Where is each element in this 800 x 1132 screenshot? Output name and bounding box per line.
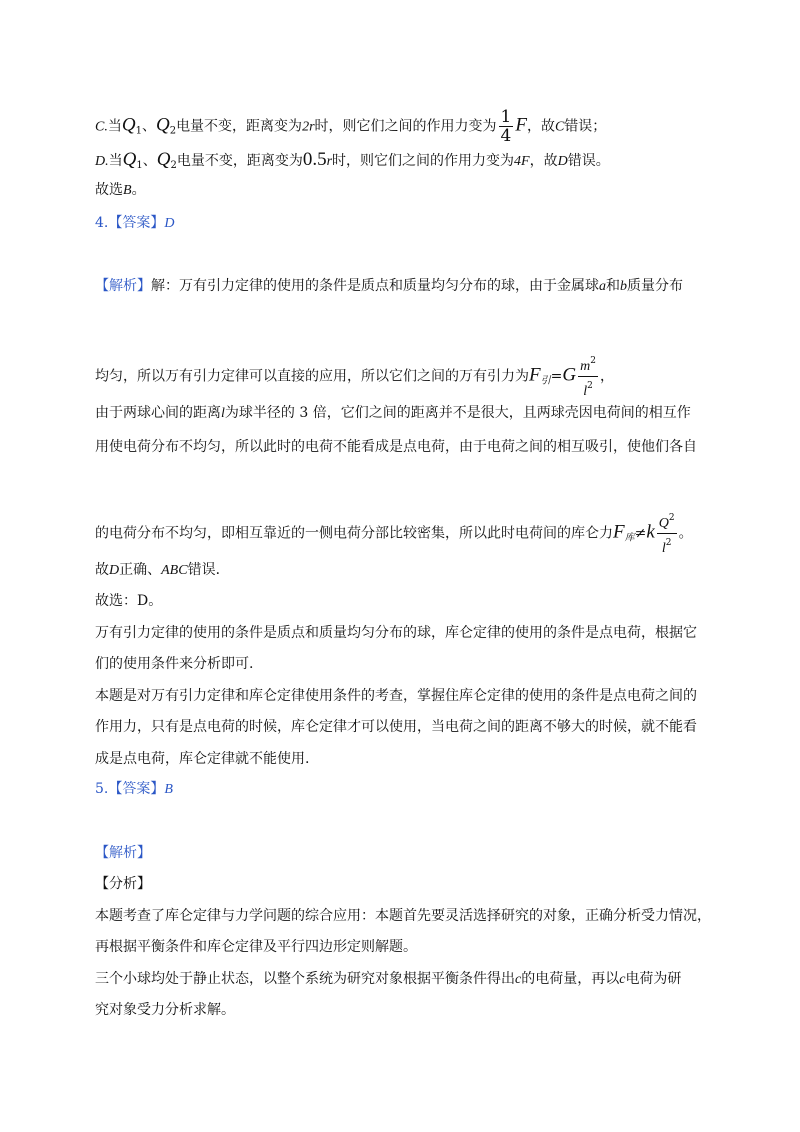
q4-exp-line-2: 均匀，所以万有引力定律可以直接的应用，所以它们之间的万有引力为$F_引=G$ $\frac{m^2}{l^2}$ ， (95, 352, 614, 401)
option-d-line: D.当$Q_1$、$Q_2$电量不变，距离变为0.5r时，则它们之间的作用力变为4F，故D错误。 (95, 149, 610, 171)
option-d-label: D. (95, 154, 109, 169)
q4-exp-line-6: 故D正确、ABC错误． (95, 562, 230, 578)
q5-answer-line: 5.【答案】B (95, 781, 173, 797)
explanation-tag: 【解析】 (95, 278, 151, 294)
fraction-m2-l2: $\frac{m^2}{l^2}$ (578, 352, 598, 401)
q5-exp-line-1: 本题考查了库仑定律与力学问题的综合应用：本题首先要灵活选择研究的对象，正确分析受力情况， (95, 908, 711, 924)
fraction-one-quarter: $\frac{1}{4}$ (500, 107, 512, 146)
q4-exp-line-7: 故选：D。 (95, 593, 163, 609)
q5-exp-line-4: 究对象受力分析求解。 (95, 1002, 235, 1018)
q5-analysis-tag: 【分析】 (95, 876, 151, 892)
q4-exp-line-8: 万有引力定律的使用的条件是质点和质量均匀分布的球，库仑定律的使用的条件是点电荷，根据它 (95, 625, 697, 641)
q5-exp-line-3: 三个小球均处于静止状态，以整个系统为研究对象根据平衡条件得出c的电荷量，再以c电荷为研 (95, 971, 682, 987)
fraction-q2-l2: $\frac{Q^2}{l^2}$ (657, 509, 677, 558)
q4-exp-line-3: 由于两球心间的距离l为球半径的 3 倍，它们之间的距离并不是很大，且两球壳因电荷间的相互作 (95, 405, 691, 421)
choose-b-line: 故选B。 (95, 182, 146, 198)
q4-answer-line: 4.【答案】D (95, 215, 175, 231)
q4-exp-line-10: 本题是对万有引力定律和库仑定律使用条件的考查，掌握住库仑定律的使用的条件是点电荷之间的 (95, 688, 697, 704)
option-c-label: C. (95, 119, 108, 135)
q5-explanation-tag: 【解析】 (95, 845, 151, 861)
q4-exp-line-11: 作用力，只有是点电荷的时候，库仑定律才可以使用，当电荷之间的距离不够大的时候，就不能看 (95, 719, 697, 735)
q5-exp-line-2: 再根据平衡条件和库仑定律及平行四边形定则解题。 (95, 939, 417, 955)
option-c-line: C.当$Q_1$、$Q_2$电量不变，距离变为2r时，则它们之间的作用力变为 $\frac{1}{4}$ F，故C错误； (95, 107, 607, 146)
q4-exp-line-9: 们的使用条件来分析即可. (95, 656, 254, 672)
q4-exp-line-1: 【解析】解：万有引力定律的使用的条件是质点和质量均匀分布的球，由于金属球a和b质量分布 (95, 278, 683, 294)
q4-exp-line-12: 成是点电荷，库仑定律就不能使用. (95, 751, 310, 767)
q4-exp-line-4: 用使电荷分布不均匀，所以此时的电荷不能看成是点电荷，由于电荷之间的相互吸引，使他们各自 (95, 439, 697, 455)
q4-exp-line-5: 的电荷分布不均匀，即相互靠近的一侧电荷分部比较密集，所以此时电荷间的库仑力$F_库\ne k$ $\frac{Q^2}{l^2}$ 。 (95, 509, 693, 558)
